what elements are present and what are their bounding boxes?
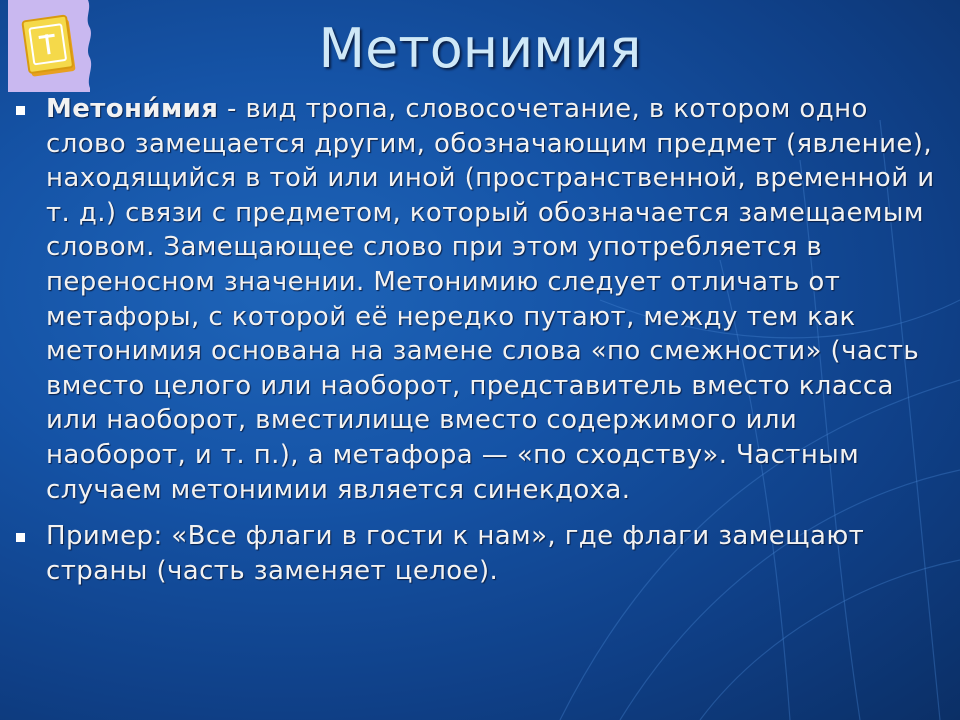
term-metonymy: Метони́мия	[46, 94, 219, 124]
bullet-list	[12, 92, 942, 588]
bullet-square-icon	[16, 106, 25, 115]
bullet-square-icon	[16, 533, 25, 542]
definition-text: - вид тропа, словосочетание, в котором одно слово замещается другим, обозначающим предмет (явление), находящийся в той или иной (пространственной, временной и т. д.) связи с предметом, который обозначается замещаемым словом. Замещающее слово при этом употребляется в переносном значении. Метонимию следует отличать от метафоры, с которой её нередко путают, между тем как метонимия основана на замене слова «по смежности» (часть вместо целого или наоборот, представитель вместо класса или наоборот, вместилище вместо содержимого или наоборот, и т. п.), а метафора — «по сходству». Частным случаем метонимии является синекдоха.	[46, 94, 935, 505]
slide-title: Метонимия	[318, 17, 642, 80]
example-text: Пример: «Все флаги в гости к нам», где флаги замещают страны (часть заменяет целое).	[46, 521, 865, 586]
bullet-definition	[12, 92, 942, 507]
bullet-example	[12, 519, 942, 588]
